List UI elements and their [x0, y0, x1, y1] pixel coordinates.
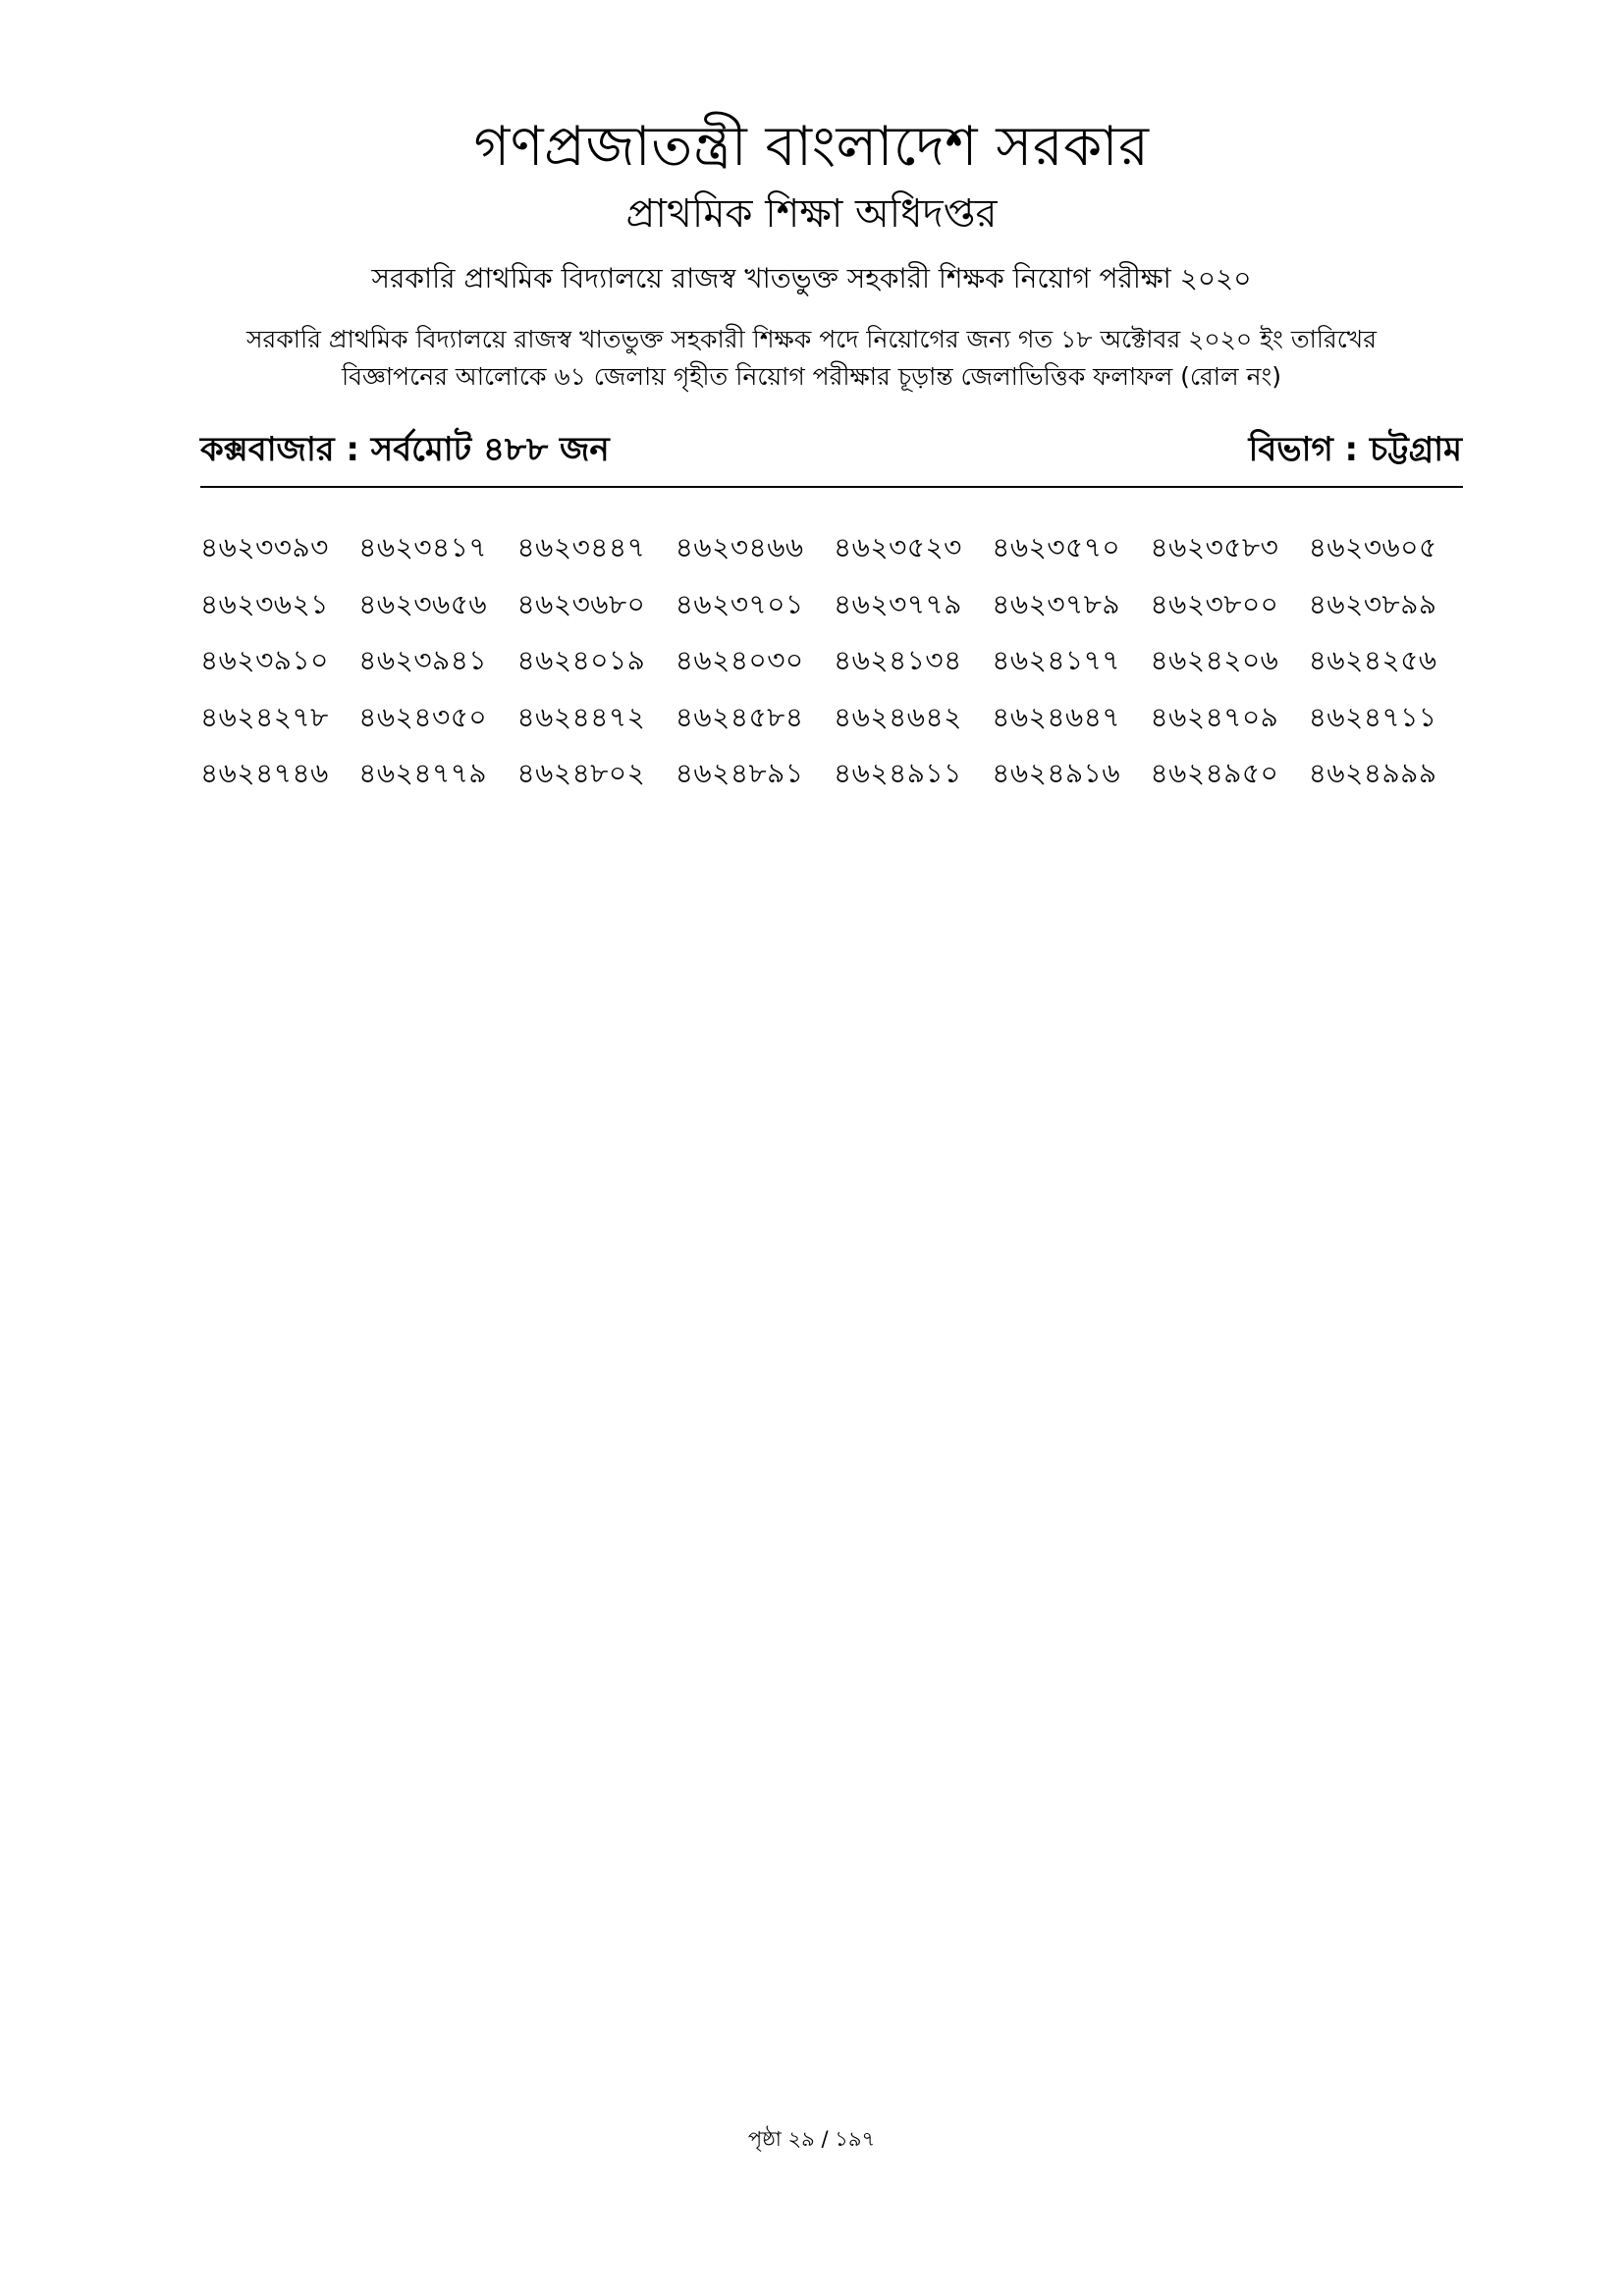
roll-number: ৪৬২৪৭৭৯ [358, 757, 488, 789]
roll-number: ৪৬২৪৯৫০ [1150, 757, 1279, 789]
roll-number: ৪৬২৩৯১০ [200, 644, 329, 676]
roll-number: ৪৬২৩৪৬৬ [675, 531, 804, 563]
roll-number: ৪৬২৪৭০৯ [1150, 700, 1279, 733]
roll-number: ৪৬২৩৫৭০ [992, 531, 1121, 563]
description-line-1: সরকারি প্রাথমিক বিদ্যালয়ে রাজস্ব খাতভুক্ত সহকারী শিক্ষক পদে নিয়োগের জন্য গত ১৮ অক্টোবর ২০২০ ইং তারিখের [246, 325, 1377, 353]
roll-number: ৪৬২৩৮৯৯ [1308, 587, 1437, 620]
roll-number: ৪৬২৩৪১৭ [358, 531, 488, 563]
roll-number: ৪৬২৪৮৯১ [675, 757, 804, 789]
roll-number: ৪৬২৪৪৭২ [516, 700, 646, 733]
roll-number: ৪৬২৪৮০২ [516, 757, 646, 789]
roll-number: ৪৬২৩৫২৩ [834, 531, 962, 563]
roll-number: ৪৬২৪৭১১ [1308, 700, 1437, 733]
roll-number: ৪৬২৪৯১১ [834, 757, 962, 789]
roll-number: ৪৬২৩৭০১ [675, 587, 804, 620]
roll-number: ৪৬২৪২৫৬ [1308, 644, 1437, 676]
roll-number: ৪৬২৪৭৪৬ [200, 757, 329, 789]
roll-number: ৪৬২৪৯১৬ [992, 757, 1121, 789]
district-total-label: কক্সবাজার : সর্বমোট ৪৮৮ জন [200, 430, 610, 469]
page-title: গণপ্রজাতন্ত্রী বাংলাদেশ সরকার [473, 115, 1150, 179]
roll-number: ৪৬২৪৫৮৪ [675, 700, 804, 733]
section-divider [200, 486, 1463, 488]
exam-title: সরকারি প্রাথমিক বিদ্যালয়ে রাজস্ব খাতভুক্ত সহকারী শিক্ষক নিয়োগ পরীক্ষা ২০২০ [371, 262, 1252, 294]
roll-number: ৪৬২৩৩৯৩ [200, 531, 329, 563]
roll-number: ৪৬২৪৯৯৯ [1308, 757, 1437, 789]
roll-number: ৪৬২৩৬২১ [200, 587, 329, 620]
roll-number: ৪৬২৪০৩০ [675, 644, 804, 676]
roll-number: ৪৬২৪৬৪২ [834, 700, 962, 733]
roll-number: ৪৬২৩৭৭৯ [834, 587, 962, 620]
roll-number: ৪৬২৪২৭৮ [200, 700, 329, 733]
roll-number: ৪৬২৩৬০৫ [1308, 531, 1437, 563]
division-label: বিভাগ : চট্টগ্রাম [1248, 430, 1462, 469]
department-name: প্রাথমিক শিক্ষা অধিদপ্তর [625, 191, 998, 237]
roll-number: ৪৬২৩৯৪১ [358, 644, 488, 676]
roll-number: ৪৬২৪২০৬ [1150, 644, 1279, 676]
roll-number-grid [200, 528, 1467, 811]
roll-number: ৪৬২৪৩৫০ [358, 700, 488, 733]
roll-number: ৪৬২৪১৭৭ [992, 644, 1121, 676]
roll-number: ৪৬২৩৭৮৯ [992, 587, 1121, 620]
roll-number: ৪৬২৩৬৫৬ [358, 587, 488, 620]
description-line-2: বিজ্ঞাপনের আলোকে ৬১ জেলায় গৃহীত নিয়োগ পরীক্ষার চূড়ান্ত জেলাভিত্তিক ফলাফল (রোল নং) [341, 362, 1282, 391]
roll-number: ৪৬২৩৮০০ [1150, 587, 1279, 620]
roll-number: ৪৬২৩৫৮৩ [1150, 531, 1279, 563]
roll-number: ৪৬২৪১৩৪ [834, 644, 962, 676]
page-number: পৃষ্ঠা ২৯ / ১৯৭ [747, 2127, 876, 2151]
roll-number: ৪৬২৩৪৪৭ [516, 531, 646, 563]
roll-number: ৪৬২৪৬৪৭ [992, 700, 1121, 733]
roll-number: ৪৬২৩৬৮০ [516, 587, 646, 620]
roll-number: ৪৬২৪০১৯ [516, 644, 646, 676]
